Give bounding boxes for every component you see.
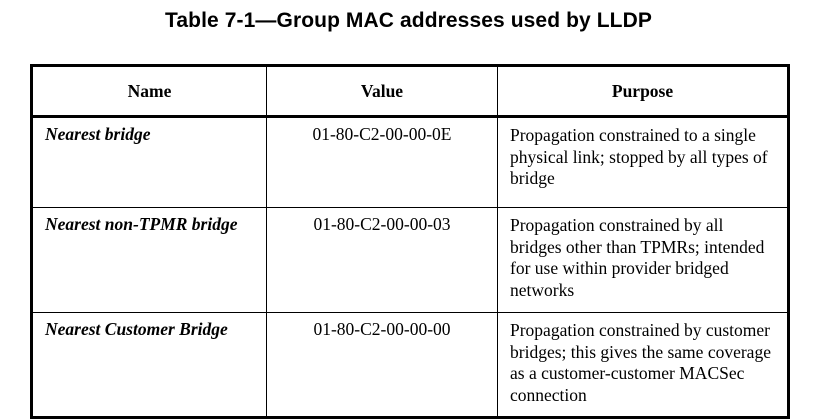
cell-name: Nearest Customer Bridge: [32, 313, 267, 418]
table-caption: Table 7-1—Group MAC addresses used by LLDP: [165, 9, 652, 32]
column-header-purpose: Purpose: [498, 66, 789, 117]
cell-name: Nearest non-TPMR bridge: [32, 208, 267, 313]
cell-value: 01-80-C2-00-00-0E: [267, 117, 498, 208]
cell-purpose: Propagation constrained to a single physical link; stopped by all types of bridge: [498, 117, 789, 208]
column-header-name: Name: [32, 66, 267, 117]
cell-value: 01-80-C2-00-00-00: [267, 313, 498, 418]
table-row: [32, 208, 789, 313]
lldp-mac-address-table: [30, 64, 790, 419]
cell-value: 01-80-C2-00-00-03: [267, 208, 498, 313]
table-header-row: [32, 66, 789, 117]
table-container: [30, 64, 787, 419]
cell-name: Nearest bridge: [32, 117, 267, 208]
table-row: [32, 117, 789, 208]
column-header-value: Value: [267, 66, 498, 117]
table-row: [32, 313, 789, 418]
cell-purpose: Propagation constrained by all bridges other than TPMRs; intended for use within provider bridged networks: [498, 208, 789, 313]
cell-purpose: Propagation constrained by customer bridges; this gives the same coverage as a customer-customer MACSec connection: [498, 313, 789, 418]
